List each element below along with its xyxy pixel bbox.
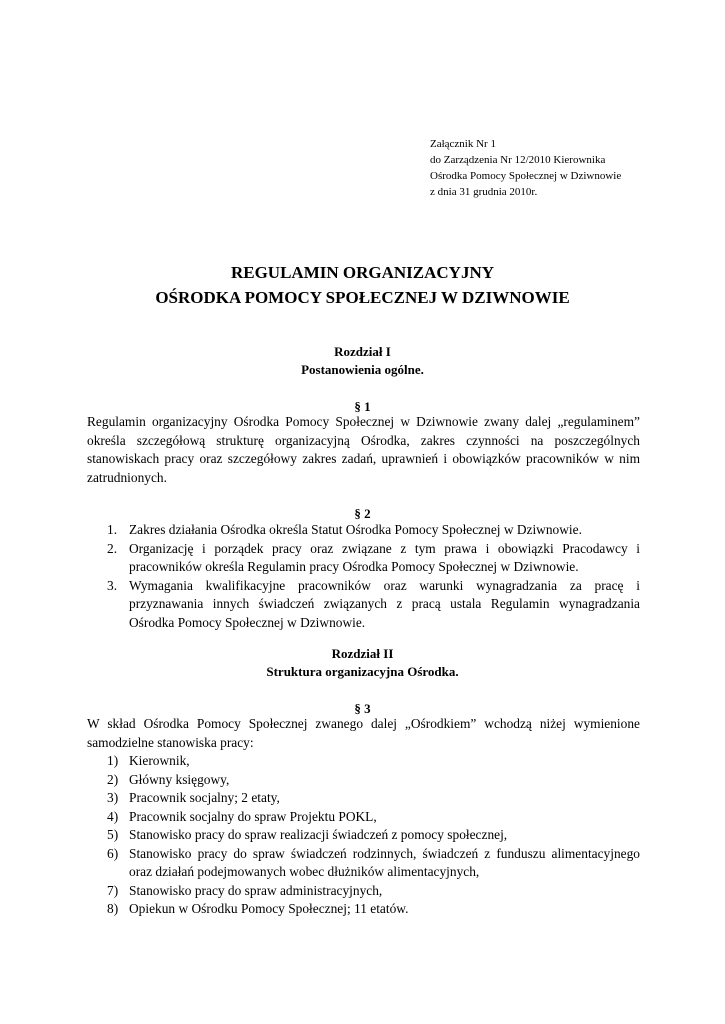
section-2-list: [87, 521, 640, 632]
annex-header: [430, 136, 700, 200]
section-3-mark: § 3: [354, 701, 371, 716]
list-item: [87, 521, 640, 540]
list-item-number: 8): [107, 901, 119, 916]
list-item-text: Opiekun w Ośrodku Pomocy Społecznej; 11 etatów.: [129, 901, 409, 916]
list-item-number: 7): [107, 882, 119, 898]
section-1-text: Regulamin organizacyjny Ośrodka Pomocy Społecznej w Dziwnowie zwany dalej „regulaminem” określa szczegółową strukturę organizacyjną Ośrodka, zakres czynności na poszczególnych stanowiskach pracy oraz szczegółowy zakres zadań, uprawnień i obowiązków pracowników w nim zatrudnionych.: [87, 414, 640, 485]
list-item: [87, 771, 640, 790]
annex-line: z dnia 31 grudnia 2010r.: [430, 186, 538, 198]
list-item-number: 1): [107, 753, 119, 768]
annex-line: Ośrodka Pomocy Społecznej w Dziwnowie: [430, 170, 622, 182]
list-item-text: Zakres działania Ośrodka określa Statut Ośrodka Pomocy Społecznej w Dziwnowie.: [129, 522, 582, 537]
list-item-text: Stanowisko pracy do spraw administracyjnych,: [129, 882, 383, 898]
list-item-text: Kierownik,: [129, 753, 190, 768]
list-item-number: 2.: [107, 540, 118, 556]
list-item: [87, 808, 640, 827]
list-item-number: 3.: [107, 577, 118, 593]
list-item-text: Organizację i porządek pracy oraz związane z tym prawa i obowiązki Pracodawcy i pracowników określa Regulamin pracy Ośrodka Pomocy Społecznej w Dziwnowie.: [129, 540, 640, 574]
document-title: [0, 260, 725, 310]
list-item-number: 4): [107, 808, 119, 824]
chapter-1-subtitle: Postanowienia ogólne.: [301, 362, 424, 377]
list-item: [87, 577, 640, 633]
chapter-2-subtitle: Struktura organizacyjna Ośrodka.: [266, 664, 459, 679]
chapter-2-heading: Rozdział II: [331, 646, 394, 661]
section-1-mark: § 1: [354, 399, 371, 414]
title-line: REGULAMIN ORGANIZACYJNY: [230, 263, 495, 282]
section-3-intro: W skład Ośrodka Pomocy Społecznej zwanego dalej „Ośrodkiem” wchodzą niżej wymienione samodzielne stanowiska pracy:: [87, 716, 640, 750]
section-3-list: [87, 752, 640, 919]
list-item-text: Wymagania kwalifikacyjne pracowników oraz warunki wynagradzania za pracę i przyznawania innych świadczeń związanych z pracą ustala Regulamin wynagradzania Ośrodka Pomocy Społecznej w Dziwnowie.: [129, 577, 640, 630]
list-item-text: Stanowisko pracy do spraw realizacji świadczeń z pomocy społecznej,: [129, 827, 508, 842]
list-item-number: 1.: [107, 522, 118, 537]
list-item: [87, 752, 640, 771]
list-item-text: Pracownik socjalny; 2 etaty,: [129, 790, 280, 805]
annex-line: do Zarządzenia Nr 12/2010 Kierownika: [430, 154, 606, 166]
list-item-text: Pracownik socjalny do spraw Projektu POKL,: [129, 808, 377, 824]
list-item-text: Stanowisko pracy do spraw świadczeń rodzinnych, świadczeń z funduszu alimentacyjnego oraz działań podejmowanych wobec dłużników alimentacyjnych,: [129, 845, 640, 879]
list-item: [87, 826, 640, 845]
list-item-number: 3): [107, 790, 119, 805]
list-item: [87, 900, 640, 919]
list-item: [87, 789, 640, 808]
chapter-1-heading: Rozdział I: [334, 344, 391, 359]
annex-line: Załącznik Nr 1: [430, 138, 496, 150]
list-item: [87, 882, 640, 901]
list-item: [87, 845, 640, 882]
list-item-number: 5): [107, 827, 119, 842]
list-item: [87, 540, 640, 577]
title-line: OŚRODKA POMOCY SPOŁECZNEJ W DZIWNOWIE: [155, 288, 570, 307]
list-item-text: Główny księgowy,: [129, 771, 230, 787]
list-item-number: 6): [107, 845, 119, 861]
section-2-mark: § 2: [354, 506, 371, 521]
list-item-number: 2): [107, 771, 119, 787]
